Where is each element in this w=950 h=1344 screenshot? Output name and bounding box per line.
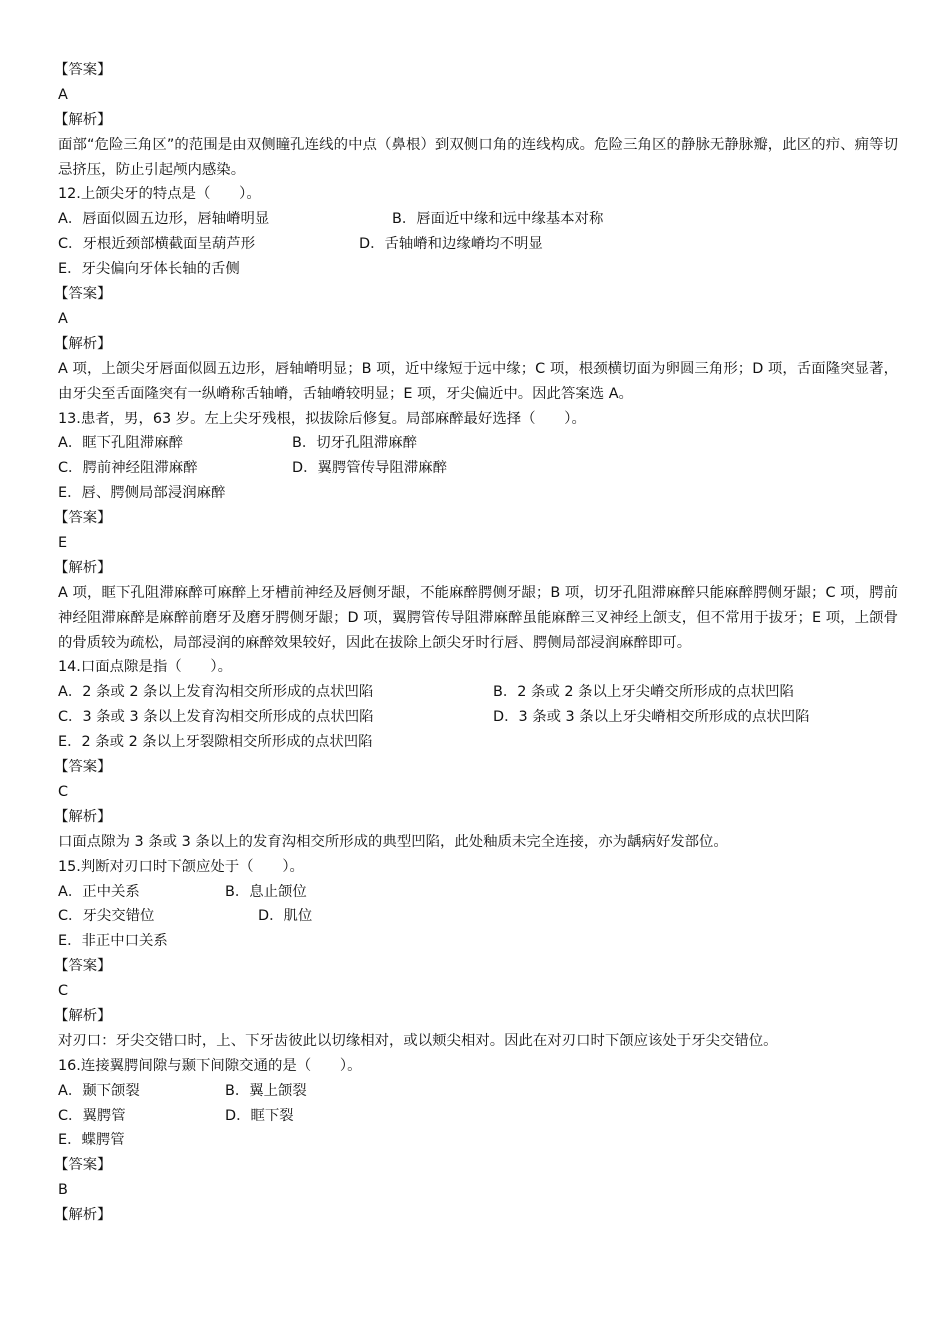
option-e: E．非正中口关系 bbox=[58, 933, 168, 950]
option-b: B．切牙孔阻滞麻醉 bbox=[292, 435, 417, 452]
analysis-heading: 【解析】 bbox=[54, 808, 112, 825]
analysis-heading: 【解析】 bbox=[54, 559, 112, 576]
option-row bbox=[58, 705, 898, 730]
option-a: A．眶下孔阻滞麻醉 bbox=[58, 435, 183, 452]
analysis-heading: 【解析】 bbox=[54, 1007, 112, 1024]
analysis-heading: 【解析】 bbox=[54, 111, 112, 128]
option-d: D．翼腭管传导阻滞麻醉 bbox=[292, 460, 447, 477]
option-c: C．3 条或 3 条以上发育沟相交所形成的点状凹陷 bbox=[58, 709, 374, 726]
option-b: B．翼上颌裂 bbox=[225, 1082, 307, 1099]
analysis-text: A 项，上颌尖牙唇面似圆五边形，唇轴嵴明显；B 项，近中缘短于远中缘；C 项，根颈横切面为卵圆三角形；D 项，舌面隆突显著，由牙尖至舌面隆突有一纵嵴称舌轴嵴，舌轴嵴较明显；E 项，牙尖偏近中。因此答案选 A。 bbox=[58, 360, 898, 402]
question-stem: 15.判断对刃口时下颌应处于（ ）。 bbox=[58, 858, 304, 875]
option-row bbox=[58, 1104, 898, 1129]
option-row bbox=[58, 232, 898, 257]
answer-value: A bbox=[58, 86, 68, 103]
answer-heading: 【答案】 bbox=[54, 510, 112, 527]
option-d: D．3 条或 3 条以上牙尖嵴相交所形成的点状凹陷 bbox=[493, 709, 810, 726]
question-stem: 13.患者，男，63 岁。左上尖牙残根，拟拔除后修复。局部麻醉最好选择（ ）。 bbox=[58, 410, 586, 427]
answer-value: B bbox=[58, 1182, 68, 1199]
answer-value: E bbox=[58, 534, 68, 551]
option-e: E．蝶腭管 bbox=[58, 1132, 125, 1149]
analysis-heading: 【解析】 bbox=[54, 1207, 112, 1224]
option-d: D．肌位 bbox=[258, 908, 313, 925]
answer-heading: 【答案】 bbox=[54, 286, 112, 303]
option-row bbox=[58, 456, 898, 481]
option-b: B．息止颌位 bbox=[225, 883, 307, 900]
option-e: E．唇、腭侧局部浸润麻醉 bbox=[58, 485, 226, 502]
option-row bbox=[58, 1079, 898, 1104]
answer-heading: 【答案】 bbox=[54, 759, 112, 776]
document-page bbox=[54, 58, 898, 1228]
option-c: C．牙根近颈部横截面呈葫芦形 bbox=[58, 236, 256, 253]
option-d: D．眶下裂 bbox=[225, 1107, 294, 1124]
option-d: D．舌轴嵴和边缘嵴均不明显 bbox=[359, 236, 543, 253]
analysis-text: 面部“危险三角区”的范围是由双侧瞳孔连线的中点（鼻根）到双侧口角的连线构成。危险三角区的静脉无静脉瓣，此区的疖、痈等切忌挤压，防止引起颅内感染。 bbox=[58, 136, 898, 178]
option-a: A．2 条或 2 条以上发育沟相交所形成的点状凹陷 bbox=[58, 684, 374, 701]
answer-value: C bbox=[58, 783, 69, 800]
option-row bbox=[58, 880, 898, 905]
answer-heading: 【答案】 bbox=[54, 62, 112, 78]
option-c: C．翼腭管 bbox=[58, 1107, 126, 1124]
answer-value: C bbox=[58, 983, 69, 1000]
answer-heading: 【答案】 bbox=[54, 1157, 112, 1174]
option-a: A．颞下颌裂 bbox=[58, 1082, 140, 1099]
option-e: E．牙尖偏向牙体长轴的舌侧 bbox=[58, 261, 240, 278]
question-stem: 16.连接翼腭间隙与颞下间隙交通的是（ ）。 bbox=[58, 1057, 362, 1074]
analysis-text: A 项，眶下孔阻滞麻醉可麻醉上牙槽前神经及唇侧牙龈，不能麻醉腭侧牙龈；B 项，切牙孔阻滞麻醉只能麻醉腭侧牙龈；C 项，腭前神经阻滞麻醉是麻醉前磨牙及磨牙腭侧牙龈；D 项，翼腭管传导阻滞麻醉虽能麻醉三叉神经上颌支，但不常用于拔牙；E 项，上颌骨的骨质较为疏松，局部浸润的麻醉效果较好，因此在拔除上颌尖牙时行唇、腭侧局部浸润麻醉即可。 bbox=[58, 584, 898, 651]
option-b: B．2 条或 2 条以上牙尖嵴交所形成的点状凹陷 bbox=[493, 684, 794, 701]
option-e: E．2 条或 2 条以上牙裂隙相交所形成的点状凹陷 bbox=[58, 734, 373, 751]
answer-value: A bbox=[58, 310, 68, 327]
option-a: A．正中关系 bbox=[58, 883, 140, 900]
option-c: C．腭前神经阻滞麻醉 bbox=[58, 460, 198, 477]
option-row bbox=[58, 680, 898, 705]
analysis-text: 对刃口：牙尖交错口时，上、下牙齿彼此以切缘相对，或以颊尖相对。因此在对刃口时下颌应该处于牙尖交错位。 bbox=[58, 1032, 778, 1049]
option-c: C．牙尖交错位 bbox=[58, 908, 155, 925]
analysis-heading: 【解析】 bbox=[54, 335, 112, 352]
option-row bbox=[58, 904, 898, 929]
option-b: B．唇面近中缘和远中缘基本对称 bbox=[392, 211, 604, 228]
question-stem: 12.上颌尖牙的特点是（ ）。 bbox=[58, 186, 261, 203]
analysis-text: 口面点隙为 3 条或 3 条以上的发育沟相交所形成的典型凹陷，此处釉质未完全连接，亦为龋病好发部位。 bbox=[58, 833, 728, 850]
option-row bbox=[58, 431, 898, 456]
option-row bbox=[58, 207, 898, 232]
question-stem: 14.口面点隙是指（ ）。 bbox=[58, 659, 232, 676]
option-a: A．唇面似圆五边形，唇轴嵴明显 bbox=[58, 211, 270, 228]
answer-heading: 【答案】 bbox=[54, 958, 112, 975]
